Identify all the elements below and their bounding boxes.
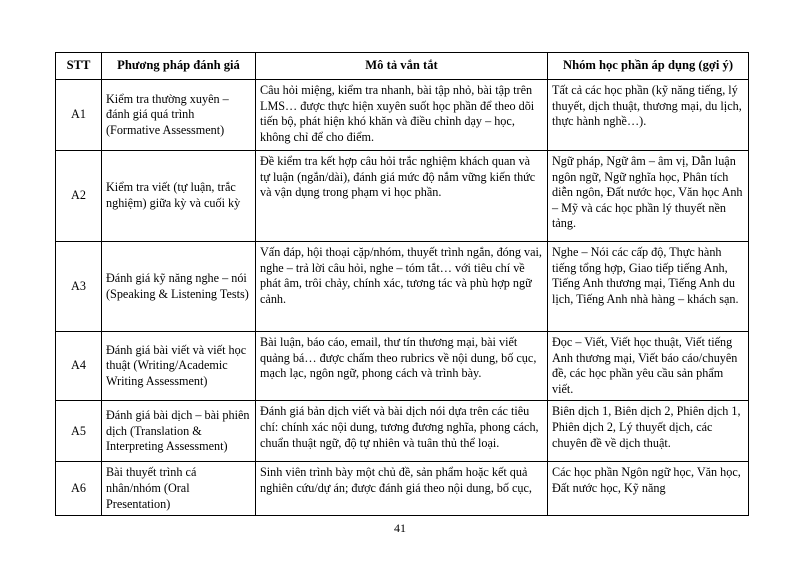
cell-stt: A3 bbox=[56, 242, 102, 332]
table-row bbox=[56, 80, 749, 151]
cell-description: Bài luận, báo cáo, email, thư tín thương mại, bài viết quảng bá… được chấm theo rubrics về nội dung, bố cục, mạch lạc, ngôn ngữ, phong cách và trình bày. bbox=[256, 332, 548, 401]
cell-method: Đánh giá kỹ năng nghe – nói (Speaking & Listening Tests) bbox=[102, 242, 256, 332]
cell-method: Kiểm tra thường xuyên – đánh giá quá trình (Formative Assessment) bbox=[102, 80, 256, 151]
cell-method: Đánh giá bài viết và viết học thuật (Writing/Academic Writing Assessment) bbox=[102, 332, 256, 401]
header-method: Phương pháp đánh giá bbox=[102, 53, 256, 80]
cell-modules: Đọc – Viết, Viết học thuật, Viết tiếng Anh thương mại, Viết báo cáo/chuyên đề, các học phần yêu cầu sản phẩm viết. bbox=[548, 332, 749, 401]
table-row bbox=[56, 242, 749, 332]
table-row bbox=[56, 151, 749, 242]
header-stt: STT bbox=[56, 53, 102, 80]
cell-modules: Nghe – Nói các cấp độ, Thực hành tiếng tổng hợp, Giao tiếp tiếng Anh, Tiếng Anh thương mại, Tiếng Anh du lịch, Tiếng Anh nhà hàng – khách sạn. bbox=[548, 242, 749, 332]
cell-description: Câu hỏi miệng, kiểm tra nhanh, bài tập nhỏ, bài tập trên LMS… được thực hiện xuyên suốt học phần để theo dõi tiến bộ, phát hiện khó khăn và điều chỉnh dạy – học, không chỉ để cho điểm. bbox=[256, 80, 548, 151]
cell-stt: A5 bbox=[56, 401, 102, 462]
cell-description: Đề kiểm tra kết hợp câu hỏi trắc nghiệm khách quan và tự luận (ngắn/dài), đánh giá mức độ nắm vững kiến thức và vận dụng trong phạm vi học phần. bbox=[256, 151, 548, 242]
table-row bbox=[56, 401, 749, 462]
cell-modules: Biên dịch 1, Biên dịch 2, Phiên dịch 1, Phiên dịch 2, Lý thuyết dịch, các chuyên đề về dịch thuật. bbox=[548, 401, 749, 462]
cell-stt: A6 bbox=[56, 462, 102, 516]
table-row bbox=[56, 332, 749, 401]
cell-stt: A2 bbox=[56, 151, 102, 242]
cell-method: Bài thuyết trình cá nhân/nhóm (Oral Presentation) bbox=[102, 462, 256, 516]
header-description: Mô tả vắn tắt bbox=[256, 53, 548, 80]
page-number: 41 bbox=[394, 521, 406, 535]
cell-description: Đánh giá bản dịch viết và bài dịch nói dựa trên các tiêu chí: chính xác nội dung, tương đương nghĩa, phong cách, chuẩn thuật ngữ, độ tự nhiên và tuân thủ thể loại. bbox=[256, 401, 548, 462]
cell-stt: A1 bbox=[56, 80, 102, 151]
assessment-methods-table bbox=[55, 52, 749, 516]
cell-description: Vấn đáp, hội thoại cặp/nhóm, thuyết trình ngắn, đóng vai, nghe – trả lời câu hỏi, nghe – tóm tắt… với tiêu chí về phát âm, trôi chảy, chính xác, tương tác và phù hợp ngữ cảnh. bbox=[256, 242, 548, 332]
cell-modules: Tất cả các học phần (kỹ năng tiếng, lý thuyết, dịch thuật, thương mại, du lịch, thực hành nghề…). bbox=[548, 80, 749, 151]
header-modules: Nhóm học phần áp dụng (gợi ý) bbox=[548, 53, 749, 80]
cell-method: Đánh giá bài dịch – bài phiên dịch (Translation & Interpreting Assessment) bbox=[102, 401, 256, 462]
table-row bbox=[56, 462, 749, 516]
table-header-row bbox=[56, 53, 749, 80]
cell-modules: Các học phần Ngôn ngữ học, Văn học, Đất nước học, Kỹ năng bbox=[548, 462, 749, 516]
cell-method: Kiểm tra viết (tự luận, trắc nghiệm) giữa kỳ và cuối kỳ bbox=[102, 151, 256, 242]
cell-stt: A4 bbox=[56, 332, 102, 401]
cell-modules: Ngữ pháp, Ngữ âm – âm vị, Dẫn luận ngôn ngữ, Ngữ nghĩa học, Phân tích diễn ngôn, Đất nước học, Văn học Anh – Mỹ và các học phần lý thuyết nền tảng. bbox=[548, 151, 749, 242]
cell-description: Sinh viên trình bày một chủ đề, sản phẩm hoặc kết quả nghiên cứu/dự án; được đánh giá theo nội dung, bố cục, bbox=[256, 462, 548, 516]
